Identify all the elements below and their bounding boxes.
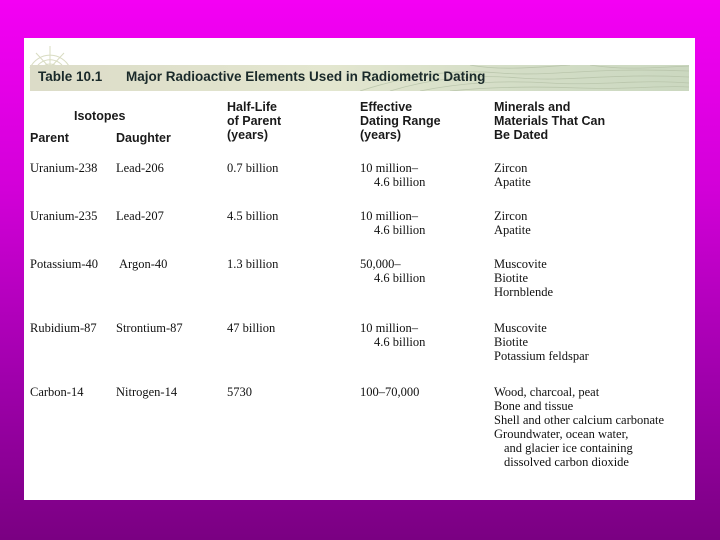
table-caption: Major Radioactive Elements Used in Radiometric Dating [126,69,486,84]
row-2-parent: Uranium-235 [30,209,98,223]
row-2-halflife: 4.5 billion [227,209,279,223]
row-3-dating-range: 50,000– 4.6 billion [360,257,426,285]
row-2-minerals: Zircon Apatite [494,209,531,237]
row-3-minerals: Muscovite Biotite Hornblende [494,257,554,299]
row-1-halflife: 0.7 billion [227,161,279,175]
column-header-minerals: Minerals and Materials That Can Be Dated [494,100,606,142]
row-4-halflife: 47 billion [227,321,276,335]
row-4-dating-range: 10 million– 4.6 billion [360,321,426,349]
row-1-minerals: Zircon Apatite [494,161,531,189]
table-page [24,38,695,500]
row-5-minerals: Wood, charcoal, peat Bone and tissue Shell and other calcium carbonate Groundwater, ocean water, and glacier ice containing dissolved carbon dioxide [494,385,665,469]
row-3-parent: Potassium-40 [30,257,99,271]
row-2-daughter: Lead-207 [116,209,164,223]
row-1-daughter: Lead-206 [116,161,164,175]
column-header-daughter: Daughter [116,131,171,145]
row-1-parent: Uranium-238 [30,161,98,175]
column-header-dating-range: Effective Dating Range (years) [360,100,441,142]
row-4-parent: Rubidium-87 [30,321,97,335]
row-5-halflife: 5730 [227,385,252,399]
column-header-parent: Parent [30,131,69,145]
table-title [38,69,485,84]
row-4-daughter: Strontium-87 [116,321,183,335]
row-2-dating-range: 10 million– 4.6 billion [360,209,426,237]
column-header-halflife: Half-Life of Parent (years) [227,100,282,142]
row-3-daughter: Argon-40 [119,257,168,271]
table-title-banner [30,65,689,91]
row-4-minerals: Muscovite Biotite Potassium feldspar [494,321,589,363]
row-5-parent: Carbon-14 [30,385,84,399]
row-3-halflife: 1.3 billion [227,257,279,271]
row-1-dating-range: 10 million– 4.6 billion [360,161,426,189]
row-5-dating-range: 100–70,000 [360,385,420,399]
row-5-daughter: Nitrogen-14 [116,385,178,399]
table-number: Table 10.1 [38,69,103,84]
isotopes-group-header: Isotopes [74,109,126,123]
